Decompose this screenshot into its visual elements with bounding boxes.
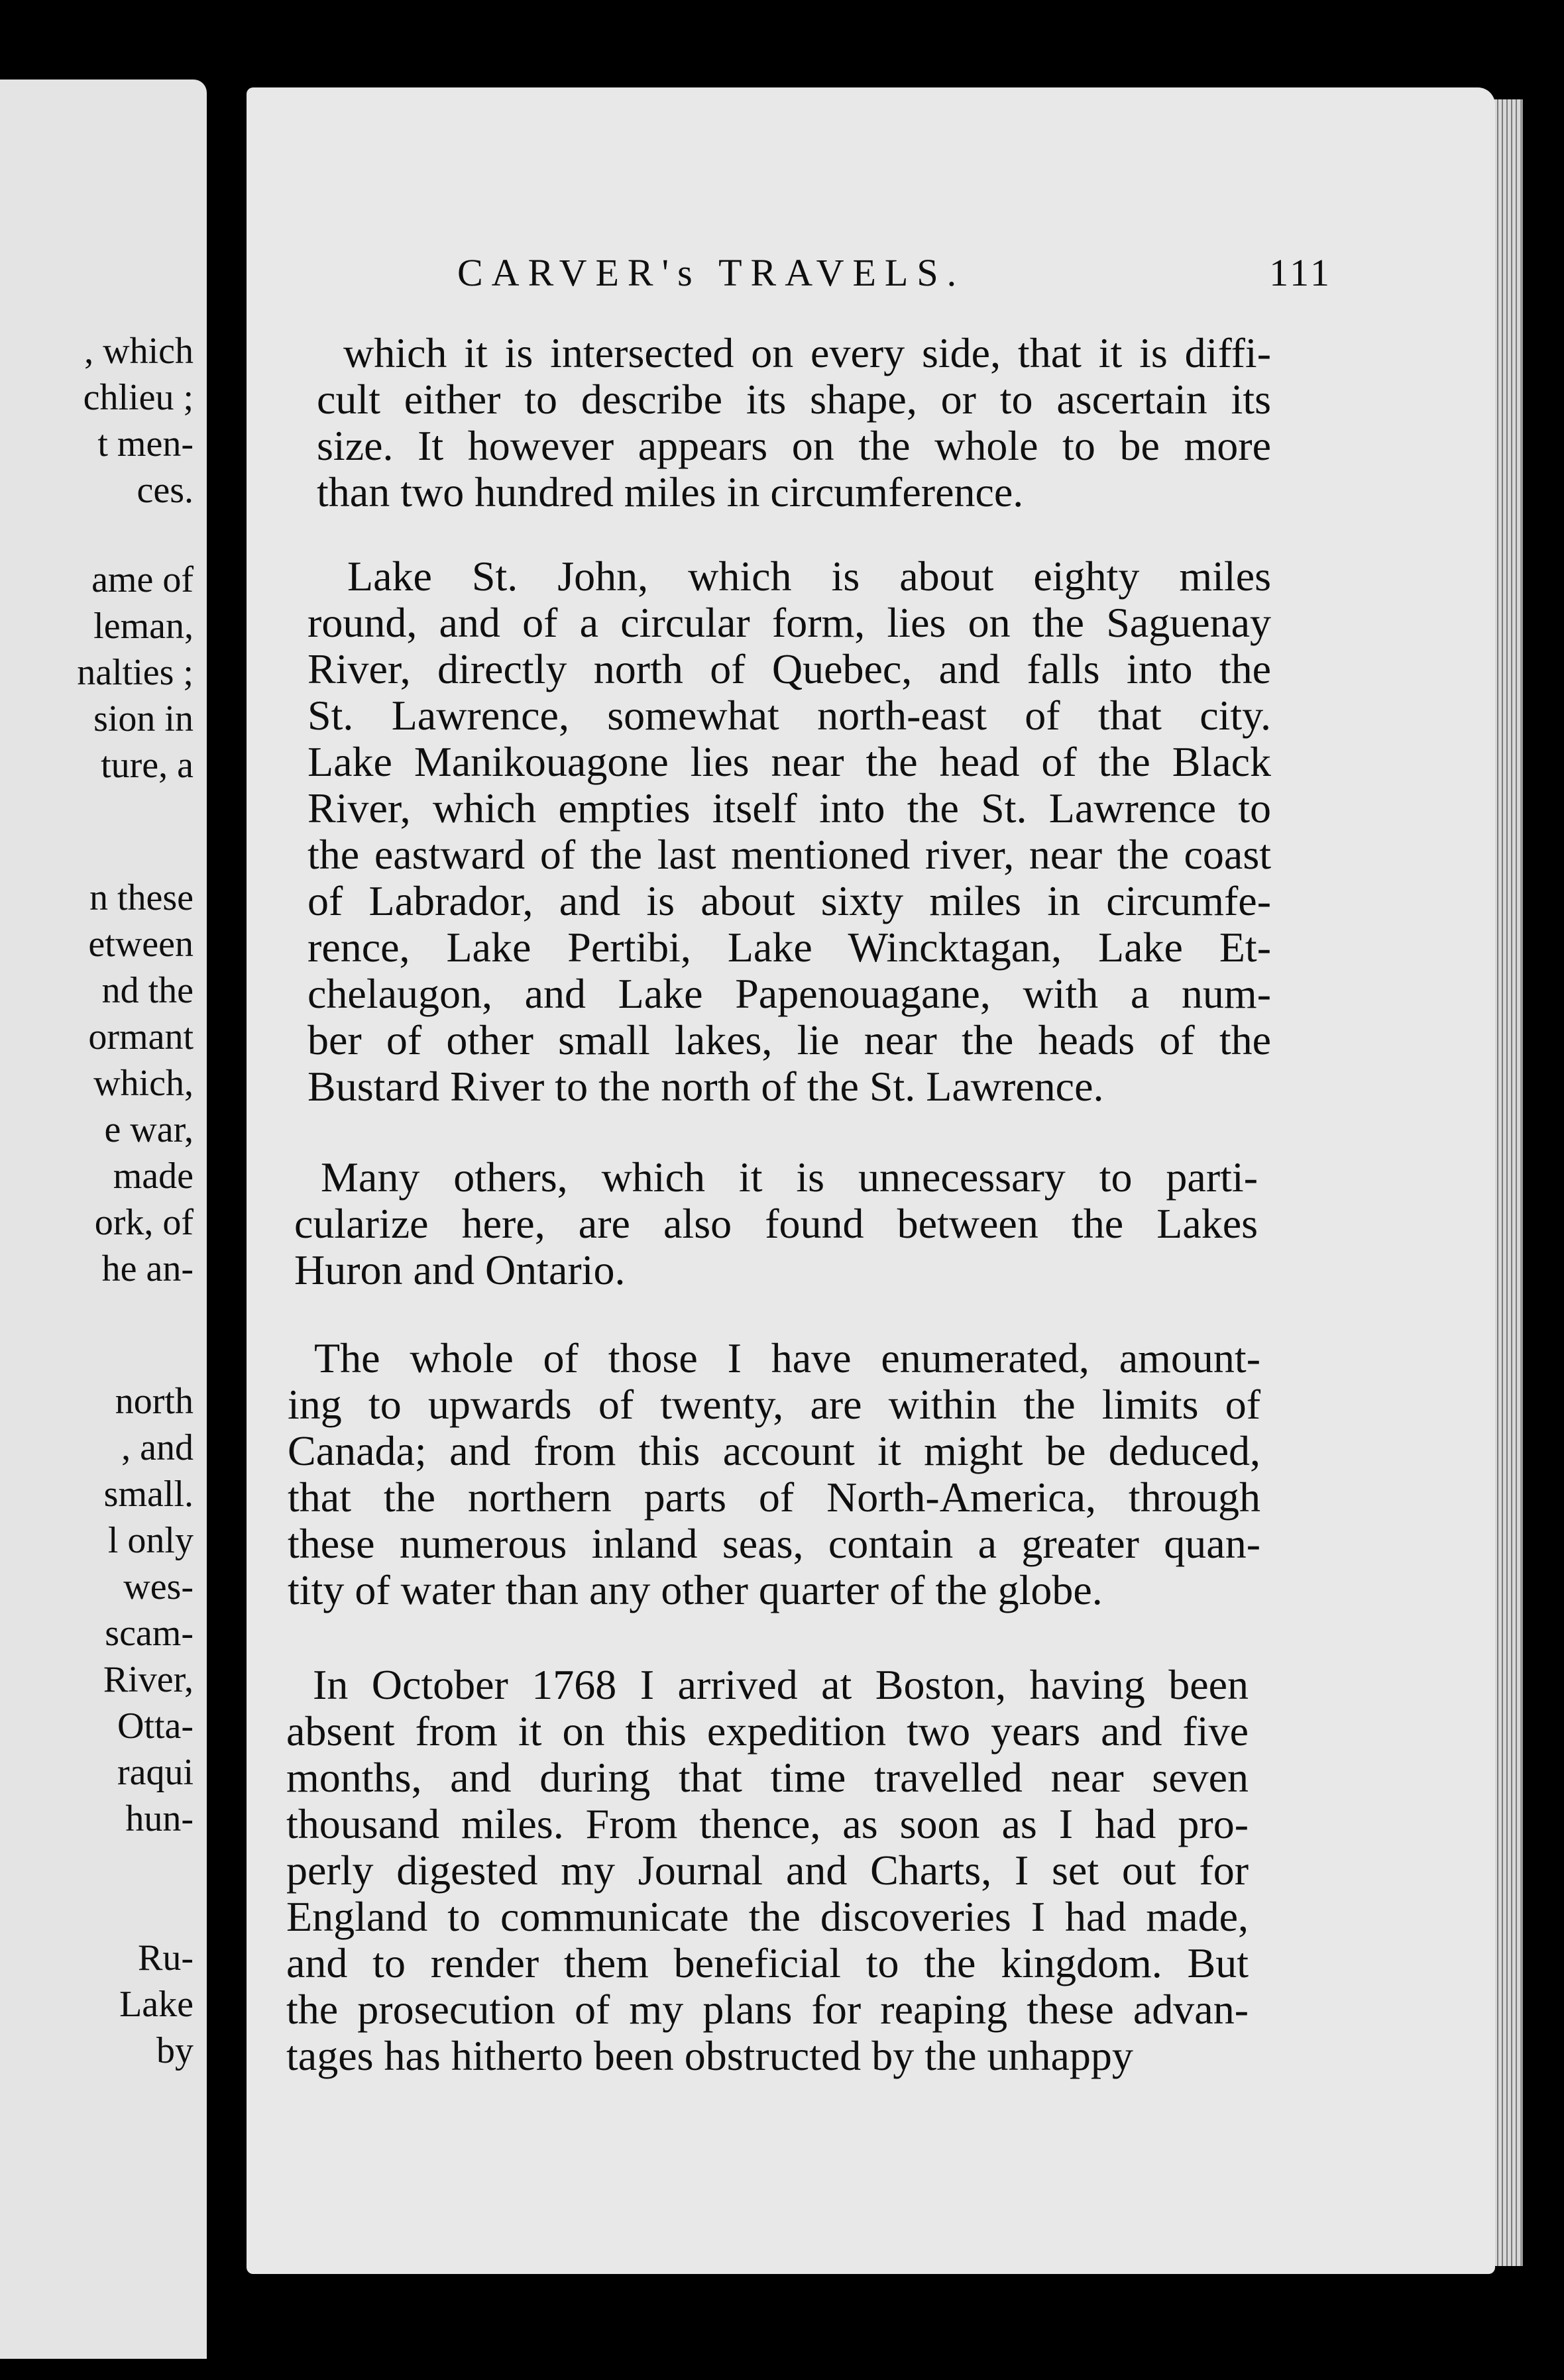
left-line: ture, a — [101, 745, 194, 786]
left-line: sion in — [93, 698, 194, 739]
left-line: , and — [121, 1427, 194, 1468]
text-line: St. Lawrence, somewhat north-east of that city. — [307, 692, 1271, 739]
text-line: which it is intersected on every side, that it is diffi- — [343, 329, 1271, 376]
left-line: chlieu ; — [83, 377, 194, 418]
left-line: Ru- — [138, 1937, 194, 1978]
text-line: Lake Manikouagone lies near the head of the Black — [307, 738, 1271, 785]
left-line: scam- — [105, 1613, 194, 1654]
left-line: nalties ; — [77, 652, 194, 693]
left-line: Otta- — [117, 1705, 194, 1747]
text-line: the eastward of the last mentioned river, near the coast — [307, 831, 1271, 878]
text-line: absent from it on this expedition two years and five — [286, 1707, 1249, 1755]
text-line: In October 1768 I arrived at Boston, having been — [313, 1661, 1249, 1708]
text-line: than two hundred miles in circumference. — [317, 468, 1024, 515]
text-line: these numerous inland seas, contain a greater quan- — [288, 1520, 1260, 1567]
left-line: , which — [84, 331, 194, 372]
left-line: etween — [88, 924, 194, 965]
text-line: perly digested my Journal and Charts, I set out for — [286, 1847, 1249, 1894]
left-line: small. — [103, 1474, 194, 1515]
left-line: made — [113, 1156, 194, 1197]
left-line: ork, of — [94, 1202, 194, 1243]
text-line: the prosecution of my plans for reaping these advan- — [286, 1986, 1249, 2033]
text-line: River, which empties itself into the St. Lawrence to — [307, 784, 1271, 832]
left-line: he an- — [101, 1248, 194, 1289]
text-line: Canada; and from this account it might be deduced, — [288, 1427, 1260, 1474]
page-edges — [1491, 99, 1523, 2266]
text-line: cularize here, are also found between the Lakes — [294, 1200, 1258, 1247]
left-line: wes- — [123, 1566, 194, 1607]
running-header — [457, 250, 1332, 303]
text-line: River, directly north of Quebec, and falls into the — [307, 645, 1271, 692]
text-line: Many others, which it is unnecessary to parti- — [321, 1154, 1258, 1201]
text-line: tages has hitherto been obstructed by the unhappy — [286, 2032, 1133, 2079]
left-line: t men- — [97, 423, 194, 464]
left-line: raqui — [117, 1752, 194, 1793]
text-line: ing to upwards of twenty, are within the limits of — [288, 1381, 1260, 1428]
page-number: 111 — [1269, 251, 1332, 294]
text-line: Huron and Ontario. — [294, 1246, 626, 1293]
left-line: which, — [93, 1063, 194, 1104]
left-line: e war, — [104, 1109, 194, 1150]
left-line: n these — [89, 877, 194, 918]
left-line: Lake — [119, 1984, 194, 2025]
text-line: round, and of a circular form, lies on the Saguenay — [307, 599, 1271, 646]
left-line: ame of — [91, 559, 194, 600]
text-line: ber of other small lakes, lie near the heads of the — [307, 1016, 1271, 1063]
left-line: by — [156, 2030, 194, 2071]
text-line: tity of water than any other quarter of the globe. — [288, 1566, 1103, 1613]
left-line: l only — [107, 1520, 194, 1561]
left-line: hun- — [125, 1798, 194, 1839]
left-line: River, — [103, 1659, 194, 1700]
text-line: England to communicate the discoveries I had made, — [286, 1893, 1249, 1940]
text-line: thousand miles. From thence, as soon as I had pro- — [286, 1800, 1249, 1847]
running-title: CARVER's TRAVELS. — [457, 251, 966, 294]
text-line: size. It however appears on the whole to be more — [317, 422, 1271, 469]
left-line: ces. — [137, 470, 194, 511]
text-line: Lake St. John, which is about eighty miles — [347, 553, 1271, 600]
text-line: and to render them beneficial to the kingdom. But — [286, 1939, 1249, 1986]
left-line: ormant — [88, 1016, 194, 1057]
text-line: Bustard River to the north of the St. Lawrence. — [307, 1063, 1104, 1110]
text-line: chelaugon, and Lake Papenouagane, with a num- — [307, 970, 1271, 1017]
text-line: of Labrador, and is about sixty miles in circumfe- — [307, 877, 1271, 924]
left-line: nd the — [101, 970, 194, 1011]
left-line: leman, — [93, 606, 194, 647]
text-line: rence, Lake Pertibi, Lake Wincktagan, Lake Et- — [307, 924, 1271, 971]
text-line: The whole of those I have enumerated, amount- — [314, 1334, 1260, 1381]
left-page-fragment — [0, 80, 207, 2359]
text-line: cult either to describe its shape, or to ascertain its — [317, 376, 1271, 423]
text-line: that the northern parts of North-America, through — [288, 1474, 1260, 1521]
left-line: north — [115, 1381, 194, 1422]
text-line: months, and during that time travelled near seven — [286, 1754, 1249, 1801]
